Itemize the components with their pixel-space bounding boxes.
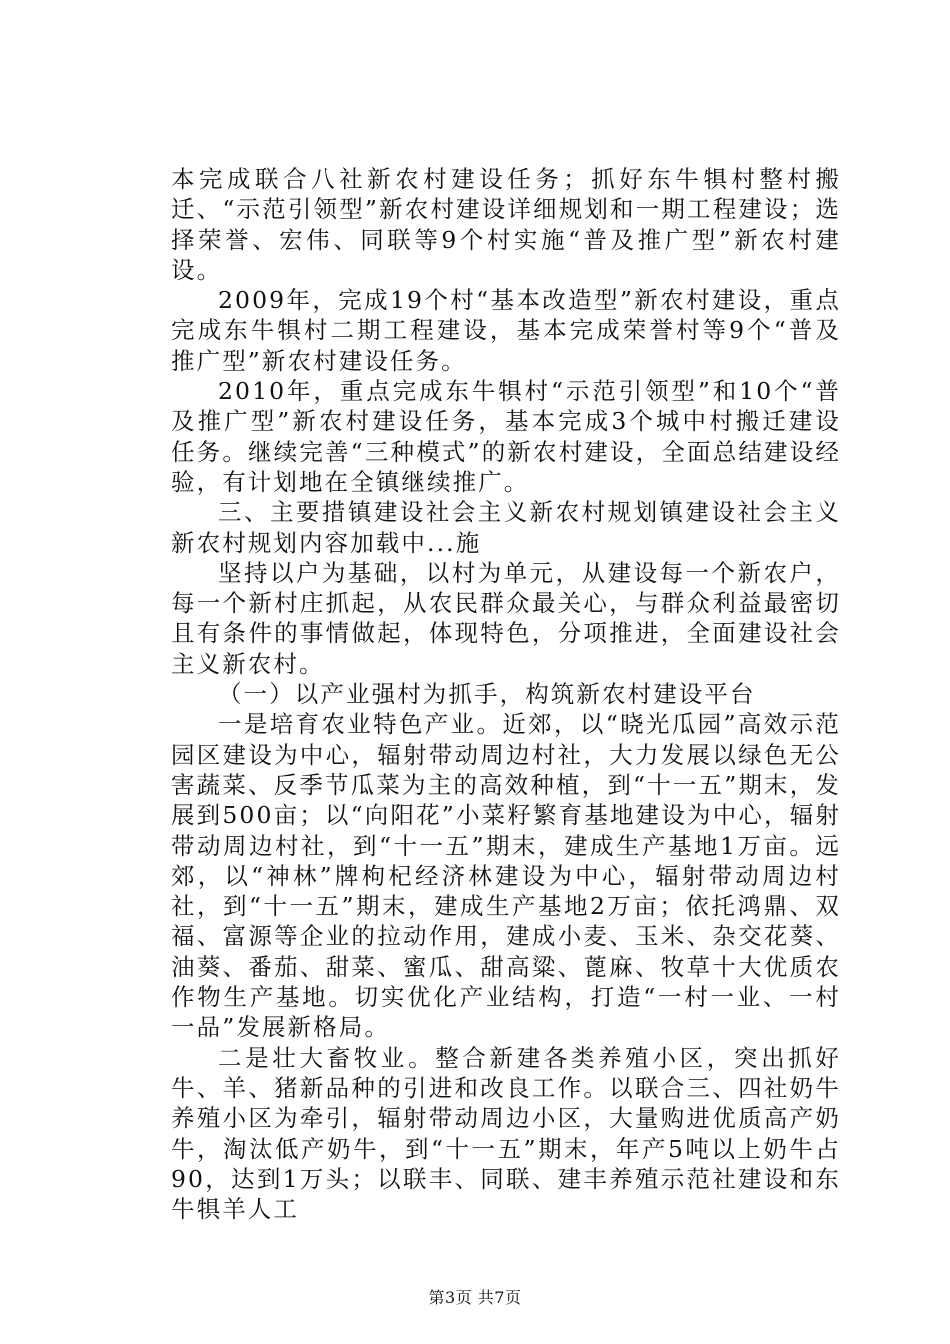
- paragraph-7: 一是培育农业特色产业。近郊，以“晓光瓜园”高效示范园区建设为中心，辐射带动周边村社，大力发展以绿色无公害蔬菜、反季节瓜菜为主的高效种植，到“十一五”期末，发展到500亩；以“向阳花”小菜籽繁育基地建设为中心，辐射带动周边村社，到“十一五”期末，建成生产基地1万亩。远郊，以“神林”牌枸杞经济林建设为中心，辐射带动周边村社，到“十一五”期末，建成生产基地2万亩；依托鸿鼎、双福、富源等企业的拉动作用，建成小麦、玉米、杂交花葵、油葵、番茄、甜菜、蜜瓜、甜高粱、蓖麻、牧草十大优质农作物生产基地。切实优化产业结构，打造“一村一业、一村一品”发展新格局。: [171, 710, 841, 1042]
- paragraph-2: 2009年，完成19个村“基本改造型”新农村建设，重点完成东牛犋村二期工程建设，基本完成荣誉村等9个“普及推广型”新农村建设任务。: [171, 286, 841, 375]
- paragraph-5: 坚持以户为基础，以村为单元，从建设每一个新农户，每一个新村庄抓起，从农民群众最关心，与群众利益最密切且有条件的事情做起，体现特色，分项推进，全面建设社会主义新农村。: [171, 558, 841, 678]
- paragraph-8: 二是壮大畜牧业。整合新建各类养殖小区，突出抓好牛、羊、猪新品种的引进和改良工作。以联合三、四社奶牛养殖小区为牵引，辐射带动周边小区，大量购进优质高产奶牛，淘汰低产奶牛，到“十一五”期末，年产5吨以上奶牛占90，达到1万头；以联丰、同联、建丰养殖示范社建设和东牛犋羊人工: [171, 1043, 841, 1224]
- section-heading: 三、主要措镇建设社会主义新农村规划镇建设社会主义新农村规划内容加载中...施: [171, 498, 841, 557]
- page-number-footer: 第3页 共7页: [428, 1288, 522, 1307]
- paragraph-1: 本完成联合八社新农村建设任务；抓好东牛犋村整村搬迁、“示范引领型”新农村建设详细规划和一期工程建设；选择荣誉、宏伟、同联等9个村实施“普及推广型”新农村建设。: [171, 165, 841, 284]
- document-body: [171, 164, 841, 1224]
- subsection-heading: （一）以产业强村为抓手，构筑新农村建设平台: [218, 680, 756, 709]
- paragraph-3: 2010年，重点完成东牛犋村“示范引领型”和10个“普及推广型”新农村建设任务，基本完成3个城中村搬迁建设任务。继续完善“三种模式”的新农村建设，全面总结建设经验，有计划地在全镇继续推广。: [171, 377, 841, 496]
